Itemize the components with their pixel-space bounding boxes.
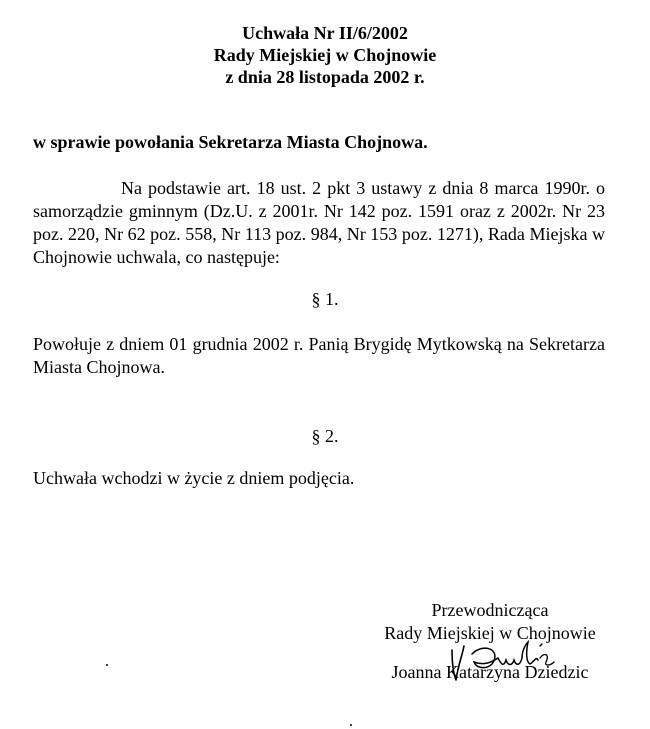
signatory-name: Joanna Katarzyna Dziedzic bbox=[391, 662, 589, 682]
section-2-text: Uchwała wchodzi w życie z dniem podjęcia. bbox=[33, 468, 355, 488]
resolution-number: Uchwała Nr II/6/2002 bbox=[242, 23, 408, 43]
preamble-paragraph bbox=[33, 177, 605, 269]
section-1-mark: § 1. bbox=[311, 289, 339, 309]
resolution-header bbox=[0, 22, 650, 88]
signatory-body: Rady Miejskiej w Chojnowie bbox=[384, 623, 596, 643]
issuing-council: Rady Miejskiej w Chojnowie bbox=[213, 45, 437, 65]
preamble-text: Na podstawie art. 18 ust. 2 pkt 3 ustawy z dnia 8 marca 1990r. o samorządzie gminnym (Dz.U. z 2001r. Nr 142 poz. 1591 oraz z 2002r. Nr 23 poz. 220, Nr 62 poz. 558, Nr 113 poz. 984, Nr 153 poz. 1271), Rada Miejska w Chojnowie uchwala, co następuje: bbox=[33, 178, 605, 267]
resolution-subject: w sprawie powołania Sekretarza Miasta Chojnowa. bbox=[33, 132, 428, 152]
scan-speck bbox=[106, 664, 108, 666]
handwritten-signature bbox=[440, 636, 580, 692]
resolution-date: z dnia 28 listopada 2002 r. bbox=[225, 67, 425, 87]
scan-speck bbox=[350, 724, 352, 726]
signatory-role: Przewodnicząca bbox=[431, 600, 549, 620]
section-1-text: Powołuje z dniem 01 grudnia 2002 r. Panią Brygidę Mytkowską na Sekretarza Miasta Chojnowa. bbox=[33, 334, 605, 377]
section-2-mark: § 2. bbox=[311, 426, 339, 446]
